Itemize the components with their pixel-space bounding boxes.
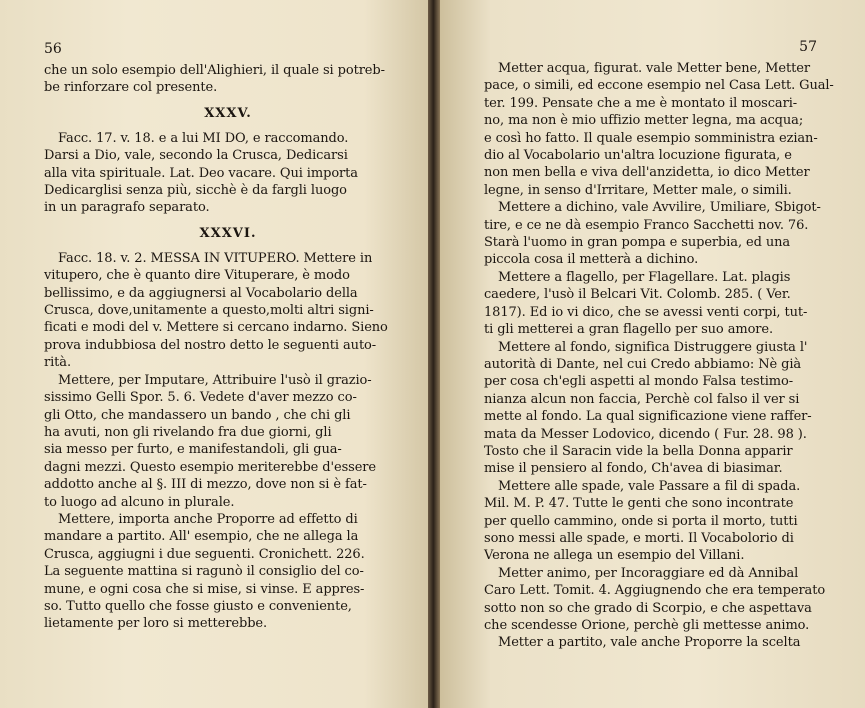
text-line: per quello cammino, onde si porta il morto, tutti xyxy=(484,513,798,529)
text-line: nianza alcun non faccia, Perchè col falso il ver si xyxy=(484,391,800,407)
text-line: che un solo esempio dell'Alighieri, il quale si potreb- xyxy=(44,63,385,78)
left-page xyxy=(0,0,428,708)
text-line: bellissimo, e da aggiugnersi al Vocabolario della xyxy=(44,285,358,301)
text-line: rità. xyxy=(44,355,71,371)
text-line: Metter animo, per Incoraggiare ed dà Annibal xyxy=(498,565,799,581)
text-line: ter. 199. Pensate che a me è montato il moscari- xyxy=(484,95,798,111)
section-xxxv-body xyxy=(44,130,412,217)
left-intro-paragraph xyxy=(44,62,412,97)
text-line: La seguente mattina si ragunò il consiglio del co- xyxy=(44,564,364,580)
text-line: ti gli metterei a gran flagello per suo amore. xyxy=(484,322,774,338)
text-line: sono messi alle spade, e morti. Il Vocabolorio di xyxy=(484,530,794,546)
text-line: Mil. M. P. 47. Tutte le genti che sono incontrate xyxy=(484,496,794,512)
text-line: caedere, l'usò il Belcari Vit. Colomb. 285. ( Ver. xyxy=(484,287,791,303)
text-line: Metter a partito, vale anche Proporre la scelta xyxy=(498,635,801,651)
text-line: Crusca, dove,unitamente a questo,molti altri signi- xyxy=(44,303,374,319)
text-line: Mettere, importa anche Proporre ad effetto di xyxy=(58,511,358,527)
text-line: Verona ne allega un esempio del Villani. xyxy=(484,548,745,564)
book-gutter xyxy=(428,0,440,708)
text-line: be rinforzare col presente. xyxy=(44,80,218,96)
text-line: Caro Lett. Tomit. 4. Aggiugnendo che era temperato xyxy=(484,583,826,599)
text-line: Mettere a flagello, per Flagellare. Lat. plagis xyxy=(498,269,791,285)
right-page-body xyxy=(484,60,847,652)
text-line: dagni mezzi. Questo esempio meriterebbe d'essere xyxy=(44,459,377,475)
text-line: e così ho fatto. Il quale esempio somministra ezian- xyxy=(484,130,818,146)
section-heading-xxxv: XXXV. xyxy=(204,105,252,121)
text-line: gli Otto, che mandassero un bando , che chi gli xyxy=(44,407,351,423)
text-line: Starà l'uomo in gran pompa e superbia, ed una xyxy=(484,235,791,251)
text-line: addotto anche al §. III di mezzo, dove non si è fat- xyxy=(44,477,367,493)
text-line: Tosto che il Saracin vide la bella Donna apparir xyxy=(484,443,793,459)
text-line: vitupero, che è quanto dire Vituperare, è modo xyxy=(44,268,350,284)
text-line: piccola cosa il metterà a dichino. xyxy=(484,252,699,268)
text-line: mette al fondo. La qual significazione viene raffer- xyxy=(484,409,812,425)
text-line: sia messo per furto, e manifestandoli, gli gua- xyxy=(44,442,342,458)
text-line: Mettere a dichino, vale Avvilire, Umiliare, Sbigot- xyxy=(498,200,821,216)
text-line: mandare a partito. All' esempio, che ne allega la xyxy=(44,529,359,545)
text-line: pace, o simili, ed eccone esempio nel Casa Lett. Gual- xyxy=(484,78,834,94)
text-line: autorità di Dante, nel cui Credo abbiamo: Nè già xyxy=(484,356,802,372)
section-heading-xxxvi: XXXVI. xyxy=(199,225,257,241)
text-line: lietamente per loro si metterebbe. xyxy=(44,616,268,632)
text-line: so. Tutto quello che fosse giusto e conveniente, xyxy=(44,598,352,614)
page-number-left: 56 xyxy=(44,41,62,57)
text-line: per cosa ch'egli aspetti al mondo Falsa testimo- xyxy=(484,374,794,390)
text-line: to luogo ad alcuno in plurale. xyxy=(44,494,235,510)
text-line: legne, in senso d'Irritare, Metter male, o simili. xyxy=(484,182,792,198)
text-line: ha avuti, non gli rivelando fra due giorni, gli xyxy=(44,424,332,440)
text-line: Mettere alle spade, vale Passare a fil di spada. xyxy=(498,478,801,494)
text-line: non men bella e viva dell'anzidetta, io dico Metter xyxy=(484,165,810,181)
text-line: sissimo Gelli Spor. 5. 6. Vedete d'aver mezzo co- xyxy=(44,390,357,406)
text-line: dio al Vocabolario un'altra locuzione figurata, e xyxy=(484,148,792,164)
text-line: Crusca, aggiugni i due seguenti. Cronichett. 226. xyxy=(44,546,365,562)
text-line: Mettere al fondo, significa Distruggere giusta l' xyxy=(498,339,808,355)
text-line: Darsi a Dio, vale, secondo la Crusca, Dedicarsi xyxy=(44,148,348,164)
text-line: Metter acqua, figurat. vale Metter bene, Metter xyxy=(498,61,810,76)
text-line: che scendesse Orione, perchè gli mettesse animo. xyxy=(484,618,810,633)
text-line: Mettere, per Imputare, Attribuire l'usò il grazio- xyxy=(58,372,372,388)
text-line: mata da Messer Lodovico, dicendo ( Fur. 28. 98 ). xyxy=(484,426,807,442)
text-line: sotto non so che grado di Scorpio, e che aspettava xyxy=(484,600,812,616)
right-page xyxy=(440,0,865,708)
text-line: alla vita spirituale. Lat. Deo vacare. Qui importa xyxy=(44,165,358,181)
text-line: ficati e modi del v. Mettere si cercano indarno. Sieno xyxy=(44,320,388,336)
text-line: Facc. 17. v. 18. e a lui MI DO, e raccomando. xyxy=(58,130,349,146)
text-line: mune, e ogni cosa che si mise, si vinse. E appres- xyxy=(44,581,365,597)
text-line: 1817). Ed io vi dico, che se avessi venti corpi, tut- xyxy=(484,304,808,320)
text-line: Facc. 18. v. 2. MESSA IN VITUPERO. Mettere in xyxy=(58,250,373,266)
text-line: prova indubbiosa del nostro detto le seguenti auto- xyxy=(44,337,377,353)
section-xxxvi-body xyxy=(44,250,412,633)
text-line: Dedicarglisi senza più, sicchè è da fargli luogo xyxy=(44,183,347,199)
text-line: no, ma non è mio uffizio metter legna, ma acqua; xyxy=(484,113,804,129)
page-number-right: 57 xyxy=(799,39,817,55)
text-line: in un paragrafo separato. xyxy=(44,200,210,216)
text-line: mise il pensiero al fondo, Ch'avea di biasimar. xyxy=(484,461,783,477)
text-line: tire, e ce ne dà esempio Franco Sacchetti nov. 76. xyxy=(484,217,809,233)
